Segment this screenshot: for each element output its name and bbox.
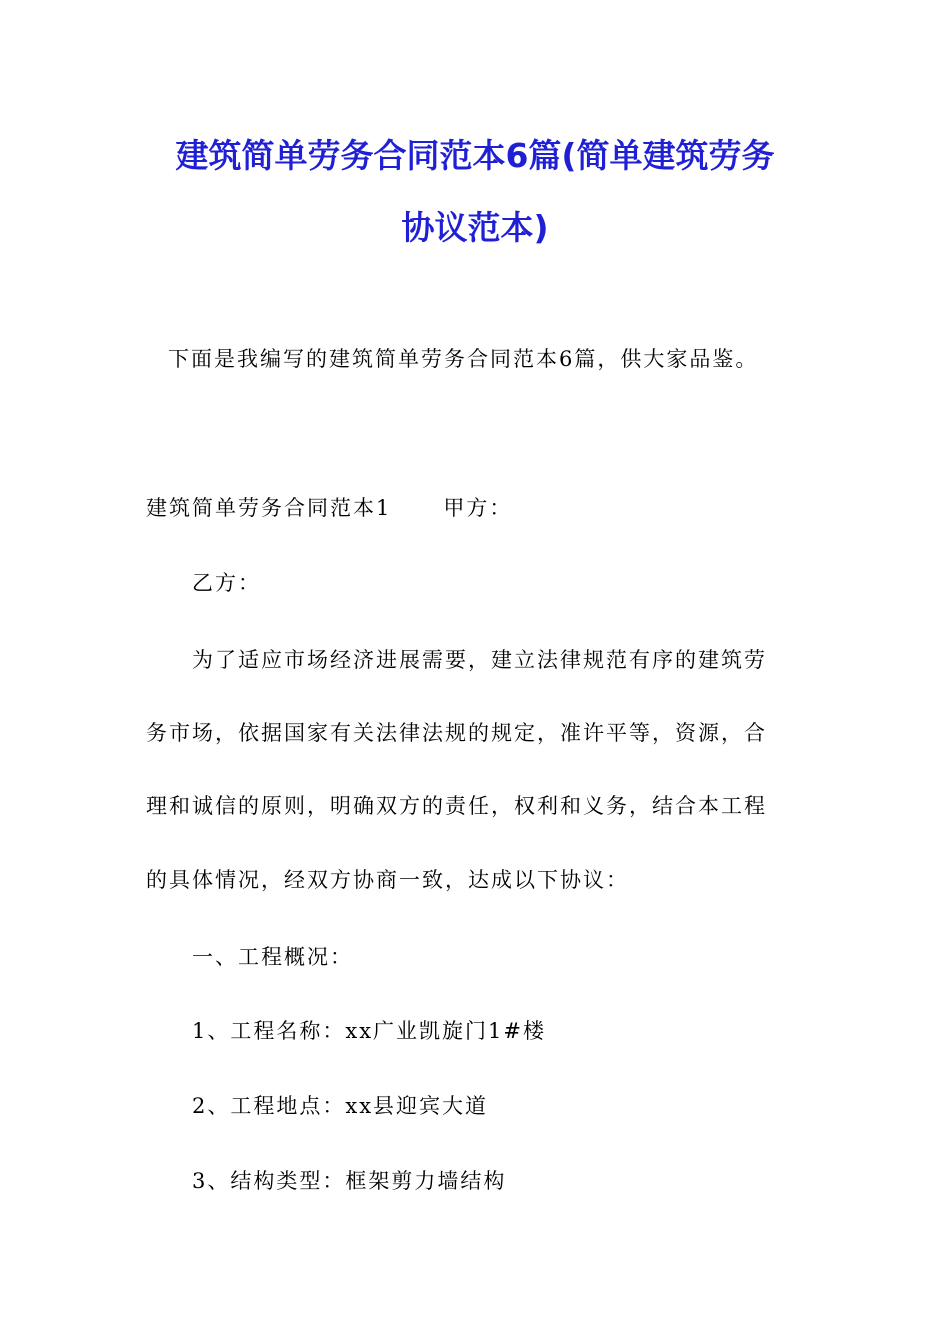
list-item: 1、工程名称：xx广业凯旋门1#楼	[192, 1019, 547, 1043]
intro-text: 下面是我编写的建筑简单劳务合同范本6篇，供大家品鉴。	[168, 347, 759, 371]
section-heading-row	[146, 493, 512, 523]
section-heading: 建筑简单劳务合同范本1	[146, 496, 392, 520]
party-b-label: 乙方：	[192, 571, 261, 595]
list-item: 2、工程地点：xx县迎宾大道	[192, 1094, 489, 1118]
party-a-label: 甲方：	[443, 496, 513, 520]
paragraph-line: 理和诚信的原则，明确双方的责任，权利和义务，结合本工程	[146, 794, 767, 818]
paragraph-line: 的具体情况，经双方协商一致，达成以下协议：	[146, 868, 629, 892]
list-item: 3、结构类型：框架剪力墙结构	[192, 1169, 507, 1193]
list-item: 一、工程概况：	[192, 945, 353, 969]
document-title-line-1: 建筑简单劳务合同范本6篇(简单建筑劳务	[175, 136, 775, 175]
document-title-line-2: 协议范本)	[401, 208, 549, 247]
paragraph-line: 务市场，依据国家有关法律法规的规定，准许平等，资源，合	[146, 721, 767, 745]
paragraph-line: 为了适应市场经济进展需要，建立法律规范有序的建筑劳	[192, 648, 767, 672]
